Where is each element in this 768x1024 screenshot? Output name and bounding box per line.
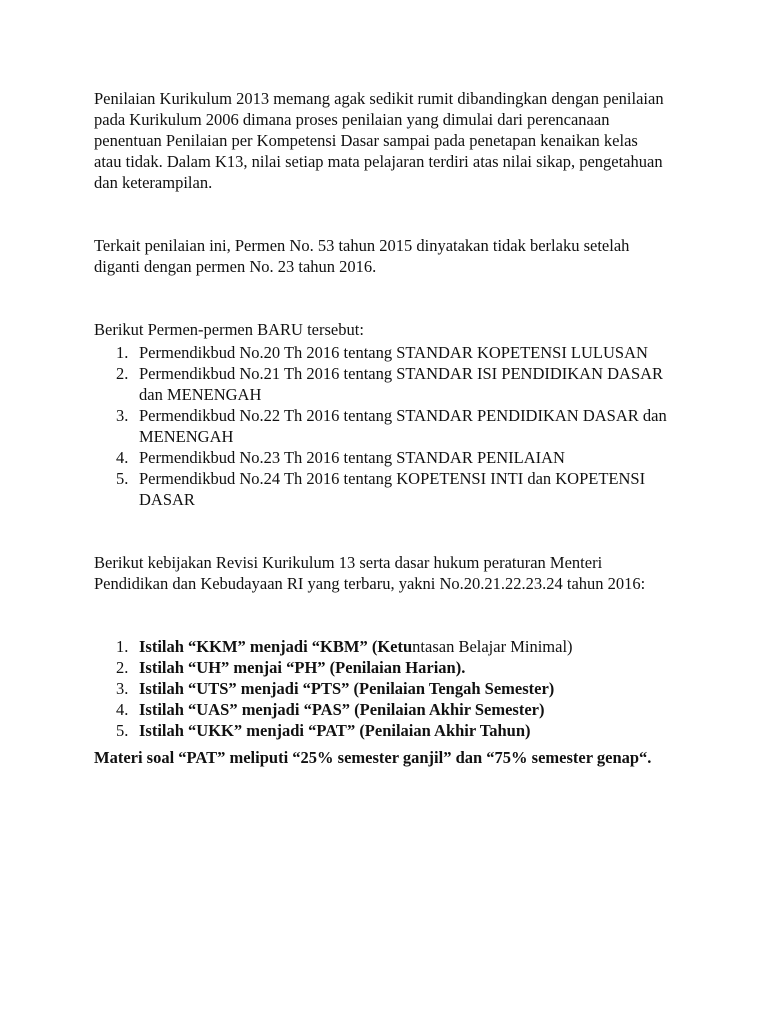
list-number: 3. — [116, 406, 129, 425]
list-item-text: ntasan Belajar Minimal) — [412, 637, 573, 656]
list-number: 5. — [116, 721, 129, 740]
list-number: 5. — [116, 469, 129, 488]
list-number: 1. — [116, 637, 129, 656]
list-item — [94, 405, 668, 447]
list-item — [94, 636, 668, 657]
list-item — [94, 468, 668, 510]
list-item-text: Permendikbud No.20 Th 2016 tentang STANDAR KOPETENSI LULUSAN — [139, 343, 648, 362]
list-item — [94, 699, 668, 720]
list-number: 4. — [116, 448, 129, 467]
paragraph-berikut-permen: Berikut Permen-permen BARU tersebut: — [94, 320, 364, 339]
list-item — [94, 447, 668, 468]
paragraph-materi: Materi soal “PAT” meliputi “25% semester ganjil” dan “75% semester genap“. — [94, 748, 652, 767]
list-item-bold-text: Istilah “UAS” menjadi “PAS” (Penilaian Akhir Semester) — [139, 700, 545, 719]
paragraph-intro: Penilaian Kurikulum 2013 memang agak sedikit rumit dibandingkan dengan penilaian pada Kurikulum 2006 dimana proses penilaian yang dimulai dari perencanaan penentuan Penilaian per Kompetensi Dasar sampai pada penetapan kenaikan kelas atau tidak. Dalam K13, nilai setiap mata pelajaran terdiri atas nilai sikap, pengetahuan dan keterampilan. — [94, 89, 664, 192]
list-item-bold-text: Istilah “UH” menjai “PH” (Penilaian Harian). — [139, 658, 466, 677]
list-item — [94, 678, 668, 699]
list-item-bold-text: Istilah “UKK” menjadi “PAT” (Penilaian Akhir Tahun) — [139, 721, 531, 740]
list-item — [94, 720, 668, 741]
list-item — [94, 657, 668, 678]
list-item-bold-text: Istilah “KKM” menjadi “KBM” (Ketu — [139, 637, 413, 656]
list-item-text: Permendikbud No.21 Th 2016 tentang STANDAR ISI PENDIDIKAN DASAR dan MENENGAH — [139, 364, 664, 404]
list-item-text: Permendikbud No.24 Th 2016 tentang KOPETENSI INTI dan KOPETENSI DASAR — [139, 469, 646, 509]
paragraph-terkait: Terkait penilaian ini, Permen No. 53 tahun 2015 dinyatakan tidak berlaku setelah diganti dengan permen No. 23 tahun 2016. — [94, 236, 630, 276]
list-item-text: Permendikbud No.22 Th 2016 tentang STANDAR PENDIDIKAN DASAR dan MENENGAH — [139, 406, 667, 446]
istilah-list — [94, 636, 668, 741]
paragraph-kebijakan: Berikut kebijakan Revisi Kurikulum 13 serta dasar hukum peraturan Menteri Pendidikan dan Kebudayaan RI yang terbaru, yakni No.20.21.22.23.24 tahun 2016: — [94, 553, 646, 593]
list-number: 1. — [116, 343, 129, 362]
list-item-bold-text: Istilah “UTS” menjadi “PTS” (Penilaian Tengah Semester) — [139, 679, 555, 698]
list-number: 2. — [116, 658, 129, 677]
list-item — [94, 363, 668, 405]
list-item — [94, 342, 668, 363]
list-number: 2. — [116, 364, 129, 383]
list-number: 4. — [116, 700, 129, 719]
permen-list — [94, 342, 668, 510]
list-number: 3. — [116, 679, 129, 698]
list-item-text: Permendikbud No.23 Th 2016 tentang STANDAR PENILAIAN — [139, 448, 565, 467]
